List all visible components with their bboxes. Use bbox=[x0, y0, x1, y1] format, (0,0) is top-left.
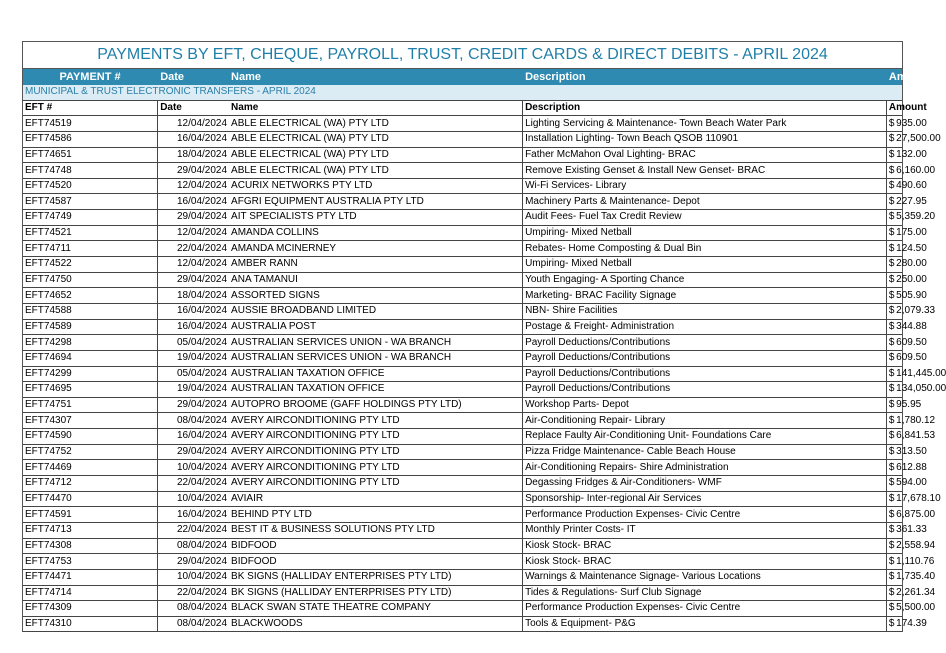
header-date: Date bbox=[158, 69, 229, 85]
table-row bbox=[23, 476, 902, 492]
name-cell: AVIAIR bbox=[229, 491, 523, 507]
eft-cell: EFT74470 bbox=[23, 491, 158, 507]
currency-cell: $ bbox=[886, 319, 894, 335]
name-cell: AVERY AIRCONDITIONING PTY LTD bbox=[229, 444, 523, 460]
description-cell: Wi-Fi Services- Library bbox=[523, 178, 887, 194]
name-cell: AVERY AIRCONDITIONING PTY LTD bbox=[229, 413, 523, 429]
date-cell: 16/04/2024 bbox=[158, 507, 229, 523]
currency-cell: $ bbox=[886, 382, 894, 398]
currency-cell: $ bbox=[886, 601, 894, 617]
eft-cell: EFT74753 bbox=[23, 554, 158, 570]
description-cell: Installation Lighting- Town Beach QSOB 110901 bbox=[523, 131, 887, 147]
header-payment: PAYMENT # bbox=[23, 69, 158, 85]
header-amount: Amount bbox=[886, 69, 902, 85]
eft-cell: EFT74588 bbox=[23, 303, 158, 319]
amount-cell: 6,160.00 bbox=[894, 163, 902, 179]
table-row bbox=[23, 241, 902, 257]
date-cell: 18/04/2024 bbox=[158, 147, 229, 163]
table-row bbox=[23, 397, 902, 413]
currency-cell: $ bbox=[886, 507, 894, 523]
table-row bbox=[23, 601, 902, 617]
table-row bbox=[23, 288, 902, 304]
subheader-amount: Amount bbox=[886, 100, 902, 116]
description-cell: Workshop Parts- Depot bbox=[523, 397, 887, 413]
eft-cell: EFT74651 bbox=[23, 147, 158, 163]
description-cell: Audit Fees- Fuel Tax Credit Review bbox=[523, 210, 887, 226]
description-cell: Air-Conditioning Repairs- Shire Administration bbox=[523, 460, 887, 476]
date-cell: 16/04/2024 bbox=[158, 131, 229, 147]
table-row bbox=[23, 147, 902, 163]
amount-cell: 6,841.53 bbox=[894, 429, 902, 445]
description-cell: Sponsorship- Inter-regional Air Services bbox=[523, 491, 887, 507]
currency-cell: $ bbox=[886, 538, 894, 554]
description-cell: Marketing- BRAC Facility Signage bbox=[523, 288, 887, 304]
description-cell: Air-Conditioning Repair- Library bbox=[523, 413, 887, 429]
table-row bbox=[23, 116, 902, 132]
table-row bbox=[23, 444, 902, 460]
table-row bbox=[23, 350, 902, 366]
currency-cell: $ bbox=[886, 491, 894, 507]
table-row bbox=[23, 194, 902, 210]
eft-cell: EFT74748 bbox=[23, 163, 158, 179]
currency-cell: $ bbox=[886, 241, 894, 257]
subheader-eft: EFT # bbox=[23, 100, 158, 116]
date-cell: 16/04/2024 bbox=[158, 194, 229, 210]
currency-cell: $ bbox=[886, 194, 894, 210]
table-row bbox=[23, 554, 902, 570]
currency-cell: $ bbox=[886, 131, 894, 147]
eft-cell: EFT74522 bbox=[23, 257, 158, 273]
currency-cell: $ bbox=[886, 554, 894, 570]
eft-cell: EFT74589 bbox=[23, 319, 158, 335]
name-cell: ANA TAMANUI bbox=[229, 272, 523, 288]
payments-table bbox=[23, 69, 946, 632]
table-row bbox=[23, 491, 902, 507]
date-cell: 29/04/2024 bbox=[158, 210, 229, 226]
table-row bbox=[23, 569, 902, 585]
subheader-row bbox=[23, 100, 902, 116]
name-cell: BLACK SWAN STATE THEATRE COMPANY bbox=[229, 601, 523, 617]
name-cell: ASSORTED SIGNS bbox=[229, 288, 523, 304]
amount-cell: 609.50 bbox=[894, 350, 902, 366]
date-cell: 16/04/2024 bbox=[158, 319, 229, 335]
currency-cell: $ bbox=[886, 116, 894, 132]
date-cell: 29/04/2024 bbox=[158, 397, 229, 413]
table-row bbox=[23, 210, 902, 226]
name-cell: AUSTRALIAN SERVICES UNION - WA BRANCH bbox=[229, 350, 523, 366]
description-cell: Pizza Fridge Maintenance- Cable Beach House bbox=[523, 444, 887, 460]
table-row bbox=[23, 131, 902, 147]
eft-cell: EFT74695 bbox=[23, 382, 158, 398]
eft-cell: EFT74711 bbox=[23, 241, 158, 257]
subheader-description: Description bbox=[523, 100, 887, 116]
description-cell: Replace Faulty Air-Conditioning Unit- Foundations Care bbox=[523, 429, 887, 445]
currency-cell: $ bbox=[886, 429, 894, 445]
eft-cell: EFT74712 bbox=[23, 476, 158, 492]
amount-cell: 612.88 bbox=[894, 460, 902, 476]
eft-cell: EFT74586 bbox=[23, 131, 158, 147]
name-cell: AFGRI EQUIPMENT AUSTRALIA PTY LTD bbox=[229, 194, 523, 210]
description-cell: Remove Existing Genset & Install New Genset- BRAC bbox=[523, 163, 887, 179]
date-cell: 10/04/2024 bbox=[158, 491, 229, 507]
table-row bbox=[23, 257, 902, 273]
amount-cell: 2,558.94 bbox=[894, 538, 902, 554]
table-row bbox=[23, 507, 902, 523]
description-cell: Tides & Regulations- Surf Club Signage bbox=[523, 585, 887, 601]
eft-cell: EFT74751 bbox=[23, 397, 158, 413]
currency-cell: $ bbox=[886, 163, 894, 179]
subheader-name: Name bbox=[229, 100, 523, 116]
amount-cell: 250.00 bbox=[894, 272, 902, 288]
amount-cell: 1,110.76 bbox=[894, 554, 902, 570]
eft-cell: EFT74750 bbox=[23, 272, 158, 288]
currency-cell: $ bbox=[886, 444, 894, 460]
amount-cell: 27,500.00 bbox=[894, 131, 902, 147]
date-cell: 12/04/2024 bbox=[158, 257, 229, 273]
date-cell: 12/04/2024 bbox=[158, 178, 229, 194]
name-cell: BEHIND PTY LTD bbox=[229, 507, 523, 523]
date-cell: 05/04/2024 bbox=[158, 335, 229, 351]
eft-cell: EFT74752 bbox=[23, 444, 158, 460]
eft-cell: EFT74749 bbox=[23, 210, 158, 226]
date-cell: 29/04/2024 bbox=[158, 554, 229, 570]
description-cell: Umpiring- Mixed Netball bbox=[523, 257, 887, 273]
description-cell: Degassing Fridges & Air-Conditioners- WMF bbox=[523, 476, 887, 492]
currency-cell: $ bbox=[886, 522, 894, 538]
name-cell: AUSTRALIAN SERVICES UNION - WA BRANCH bbox=[229, 335, 523, 351]
table-row bbox=[23, 303, 902, 319]
name-cell: AUSTRALIAN TAXATION OFFICE bbox=[229, 366, 523, 382]
table-row bbox=[23, 429, 902, 445]
amount-cell: 505.90 bbox=[894, 288, 902, 304]
name-cell: AUSTRALIA POST bbox=[229, 319, 523, 335]
eft-cell: EFT74469 bbox=[23, 460, 158, 476]
date-cell: 22/04/2024 bbox=[158, 522, 229, 538]
currency-cell: $ bbox=[886, 413, 894, 429]
currency-cell: $ bbox=[886, 178, 894, 194]
name-cell: BK SIGNS (HALLIDAY ENTERPRISES PTY LTD) bbox=[229, 569, 523, 585]
amount-cell: 313.50 bbox=[894, 444, 902, 460]
currency-cell: $ bbox=[886, 288, 894, 304]
table-row bbox=[23, 272, 902, 288]
description-cell: Postage & Freight- Administration bbox=[523, 319, 887, 335]
currency-cell: $ bbox=[886, 476, 894, 492]
date-cell: 12/04/2024 bbox=[158, 225, 229, 241]
eft-cell: EFT74299 bbox=[23, 366, 158, 382]
currency-cell: $ bbox=[886, 303, 894, 319]
amount-cell: 132.00 bbox=[894, 147, 902, 163]
currency-cell: $ bbox=[886, 257, 894, 273]
table-row bbox=[23, 538, 902, 554]
table-row bbox=[23, 163, 902, 179]
currency-cell: $ bbox=[886, 366, 894, 382]
amount-cell: 594.00 bbox=[894, 476, 902, 492]
name-cell: ABLE ELECTRICAL (WA) PTY LTD bbox=[229, 131, 523, 147]
currency-cell: $ bbox=[886, 350, 894, 366]
amount-cell: 17,678.10 bbox=[894, 491, 902, 507]
eft-cell: EFT74590 bbox=[23, 429, 158, 445]
amount-cell: 2,261.34 bbox=[894, 585, 902, 601]
table-row bbox=[23, 366, 902, 382]
table-row bbox=[23, 319, 902, 335]
currency-cell: $ bbox=[886, 210, 894, 226]
date-cell: 22/04/2024 bbox=[158, 476, 229, 492]
name-cell: AMANDA COLLINS bbox=[229, 225, 523, 241]
amount-cell: 609.50 bbox=[894, 335, 902, 351]
eft-cell: EFT74519 bbox=[23, 116, 158, 132]
date-cell: 29/04/2024 bbox=[158, 272, 229, 288]
name-cell: BK SIGNS (HALLIDAY ENTERPRISES PTY LTD) bbox=[229, 585, 523, 601]
date-cell: 19/04/2024 bbox=[158, 350, 229, 366]
eft-cell: EFT74298 bbox=[23, 335, 158, 351]
currency-cell: $ bbox=[886, 225, 894, 241]
table-row bbox=[23, 335, 902, 351]
payments-sheet bbox=[22, 41, 946, 632]
amount-cell: 1,780.12 bbox=[894, 413, 902, 429]
currency-cell: $ bbox=[886, 397, 894, 413]
eft-cell: EFT74587 bbox=[23, 194, 158, 210]
date-cell: 29/04/2024 bbox=[158, 444, 229, 460]
date-cell: 19/04/2024 bbox=[158, 382, 229, 398]
name-cell: AUSTRALIAN TAXATION OFFICE bbox=[229, 382, 523, 398]
date-cell: 12/04/2024 bbox=[158, 116, 229, 132]
name-cell: AMBER RANN bbox=[229, 257, 523, 273]
description-cell: Father McMahon Oval Lighting- BRAC bbox=[523, 147, 887, 163]
description-cell: Warnings & Maintenance Signage- Various Locations bbox=[523, 569, 887, 585]
amount-cell: 141,445.00 bbox=[894, 366, 902, 382]
amount-cell: 174.39 bbox=[894, 616, 902, 632]
name-cell: BIDFOOD bbox=[229, 538, 523, 554]
currency-cell: $ bbox=[886, 147, 894, 163]
table-row bbox=[23, 178, 902, 194]
description-cell: Performance Production Expenses- Civic Centre bbox=[523, 507, 887, 523]
section-title: MUNICIPAL & TRUST ELECTRONIC TRANSFERS - APRIL 2024 bbox=[23, 85, 902, 101]
eft-cell: EFT74308 bbox=[23, 538, 158, 554]
table-row bbox=[23, 413, 902, 429]
name-cell: AVERY AIRCONDITIONING PTY LTD bbox=[229, 429, 523, 445]
amount-cell: 124.50 bbox=[894, 241, 902, 257]
description-cell: Monthly Printer Costs- IT bbox=[523, 522, 887, 538]
table-row bbox=[23, 225, 902, 241]
description-cell: Lighting Servicing & Maintenance- Town Beach Water Park bbox=[523, 116, 887, 132]
name-cell: ABLE ELECTRICAL (WA) PTY LTD bbox=[229, 116, 523, 132]
description-cell: Payroll Deductions/Contributions bbox=[523, 382, 887, 398]
report-title: PAYMENTS BY EFT, CHEQUE, PAYROLL, TRUST, CREDIT CARDS & DIRECT DEBITS - APRIL 2024 bbox=[23, 42, 902, 69]
currency-cell: $ bbox=[886, 460, 894, 476]
eft-cell: EFT74713 bbox=[23, 522, 158, 538]
currency-cell: $ bbox=[886, 569, 894, 585]
amount-cell: 5,359.20 bbox=[894, 210, 902, 226]
amount-cell: 1,735.40 bbox=[894, 569, 902, 585]
eft-cell: EFT74591 bbox=[23, 507, 158, 523]
name-cell: AVERY AIRCONDITIONING PTY LTD bbox=[229, 476, 523, 492]
description-cell: Kiosk Stock- BRAC bbox=[523, 538, 887, 554]
date-cell: 08/04/2024 bbox=[158, 538, 229, 554]
description-cell: Performance Production Expenses- Civic Centre bbox=[523, 601, 887, 617]
eft-cell: EFT74520 bbox=[23, 178, 158, 194]
date-cell: 16/04/2024 bbox=[158, 303, 229, 319]
date-cell: 08/04/2024 bbox=[158, 413, 229, 429]
eft-cell: EFT74309 bbox=[23, 601, 158, 617]
currency-cell: $ bbox=[886, 616, 894, 632]
amount-cell: 490.60 bbox=[894, 178, 902, 194]
description-cell: Payroll Deductions/Contributions bbox=[523, 350, 887, 366]
date-cell: 29/04/2024 bbox=[158, 163, 229, 179]
amount-cell: 227.95 bbox=[894, 194, 902, 210]
eft-cell: EFT74310 bbox=[23, 616, 158, 632]
section-row bbox=[23, 85, 902, 101]
eft-cell: EFT74714 bbox=[23, 585, 158, 601]
description-cell: Umpiring- Mixed Netball bbox=[523, 225, 887, 241]
column-header-row bbox=[23, 69, 902, 85]
eft-cell: EFT74652 bbox=[23, 288, 158, 304]
amount-cell: 2,079.33 bbox=[894, 303, 902, 319]
table-row bbox=[23, 460, 902, 476]
description-cell: Rebates- Home Composting & Dual Bin bbox=[523, 241, 887, 257]
name-cell: ACURIX NETWORKS PTY LTD bbox=[229, 178, 523, 194]
amount-cell: 6,875.00 bbox=[894, 507, 902, 523]
name-cell: BIDFOOD bbox=[229, 554, 523, 570]
amount-cell: 5,500.00 bbox=[894, 601, 902, 617]
header-name: Name bbox=[229, 69, 523, 85]
eft-cell: EFT74307 bbox=[23, 413, 158, 429]
description-cell: Tools & Equipment- P&G bbox=[523, 616, 887, 632]
name-cell: AVERY AIRCONDITIONING PTY LTD bbox=[229, 460, 523, 476]
table-row bbox=[23, 585, 902, 601]
date-cell: 10/04/2024 bbox=[158, 569, 229, 585]
subheader-date: Date bbox=[158, 100, 229, 116]
amount-cell: 361.33 bbox=[894, 522, 902, 538]
name-cell: ABLE ELECTRICAL (WA) PTY LTD bbox=[229, 147, 523, 163]
eft-cell: EFT74521 bbox=[23, 225, 158, 241]
table-row bbox=[23, 382, 902, 398]
amount-cell: 95.95 bbox=[894, 397, 902, 413]
table-row bbox=[23, 616, 902, 632]
description-cell: Payroll Deductions/Contributions bbox=[523, 366, 887, 382]
date-cell: 08/04/2024 bbox=[158, 601, 229, 617]
name-cell: AIT SPECIALISTS PTY LTD bbox=[229, 210, 523, 226]
description-cell: Machinery Parts & Maintenance- Depot bbox=[523, 194, 887, 210]
name-cell: BEST IT & BUSINESS SOLUTIONS PTY LTD bbox=[229, 522, 523, 538]
table-row bbox=[23, 522, 902, 538]
description-cell: Payroll Deductions/Contributions bbox=[523, 335, 887, 351]
currency-cell: $ bbox=[886, 585, 894, 601]
date-cell: 10/04/2024 bbox=[158, 460, 229, 476]
header-description: Description bbox=[523, 69, 887, 85]
currency-cell: $ bbox=[886, 335, 894, 351]
description-cell: Kiosk Stock- BRAC bbox=[523, 554, 887, 570]
name-cell: AUSSIE BROADBAND LIMITED bbox=[229, 303, 523, 319]
amount-cell: 280.00 bbox=[894, 257, 902, 273]
name-cell: BLACKWOODS bbox=[229, 616, 523, 632]
date-cell: 08/04/2024 bbox=[158, 616, 229, 632]
amount-cell: 134,050.00 bbox=[894, 382, 902, 398]
date-cell: 05/04/2024 bbox=[158, 366, 229, 382]
date-cell: 22/04/2024 bbox=[158, 241, 229, 257]
description-cell: NBN- Shire Facilities bbox=[523, 303, 887, 319]
eft-cell: EFT74694 bbox=[23, 350, 158, 366]
description-cell: Youth Engaging- A Sporting Chance bbox=[523, 272, 887, 288]
amount-cell: 175.00 bbox=[894, 225, 902, 241]
currency-cell: $ bbox=[886, 272, 894, 288]
name-cell: ABLE ELECTRICAL (WA) PTY LTD bbox=[229, 163, 523, 179]
date-cell: 18/04/2024 bbox=[158, 288, 229, 304]
name-cell: AMANDA MCINERNEY bbox=[229, 241, 523, 257]
eft-cell: EFT74471 bbox=[23, 569, 158, 585]
date-cell: 16/04/2024 bbox=[158, 429, 229, 445]
date-cell: 22/04/2024 bbox=[158, 585, 229, 601]
amount-cell: 935.00 bbox=[894, 116, 902, 132]
name-cell: AUTOPRO BROOME (GAFF HOLDINGS PTY LTD) bbox=[229, 397, 523, 413]
amount-cell: 344.88 bbox=[894, 319, 902, 335]
